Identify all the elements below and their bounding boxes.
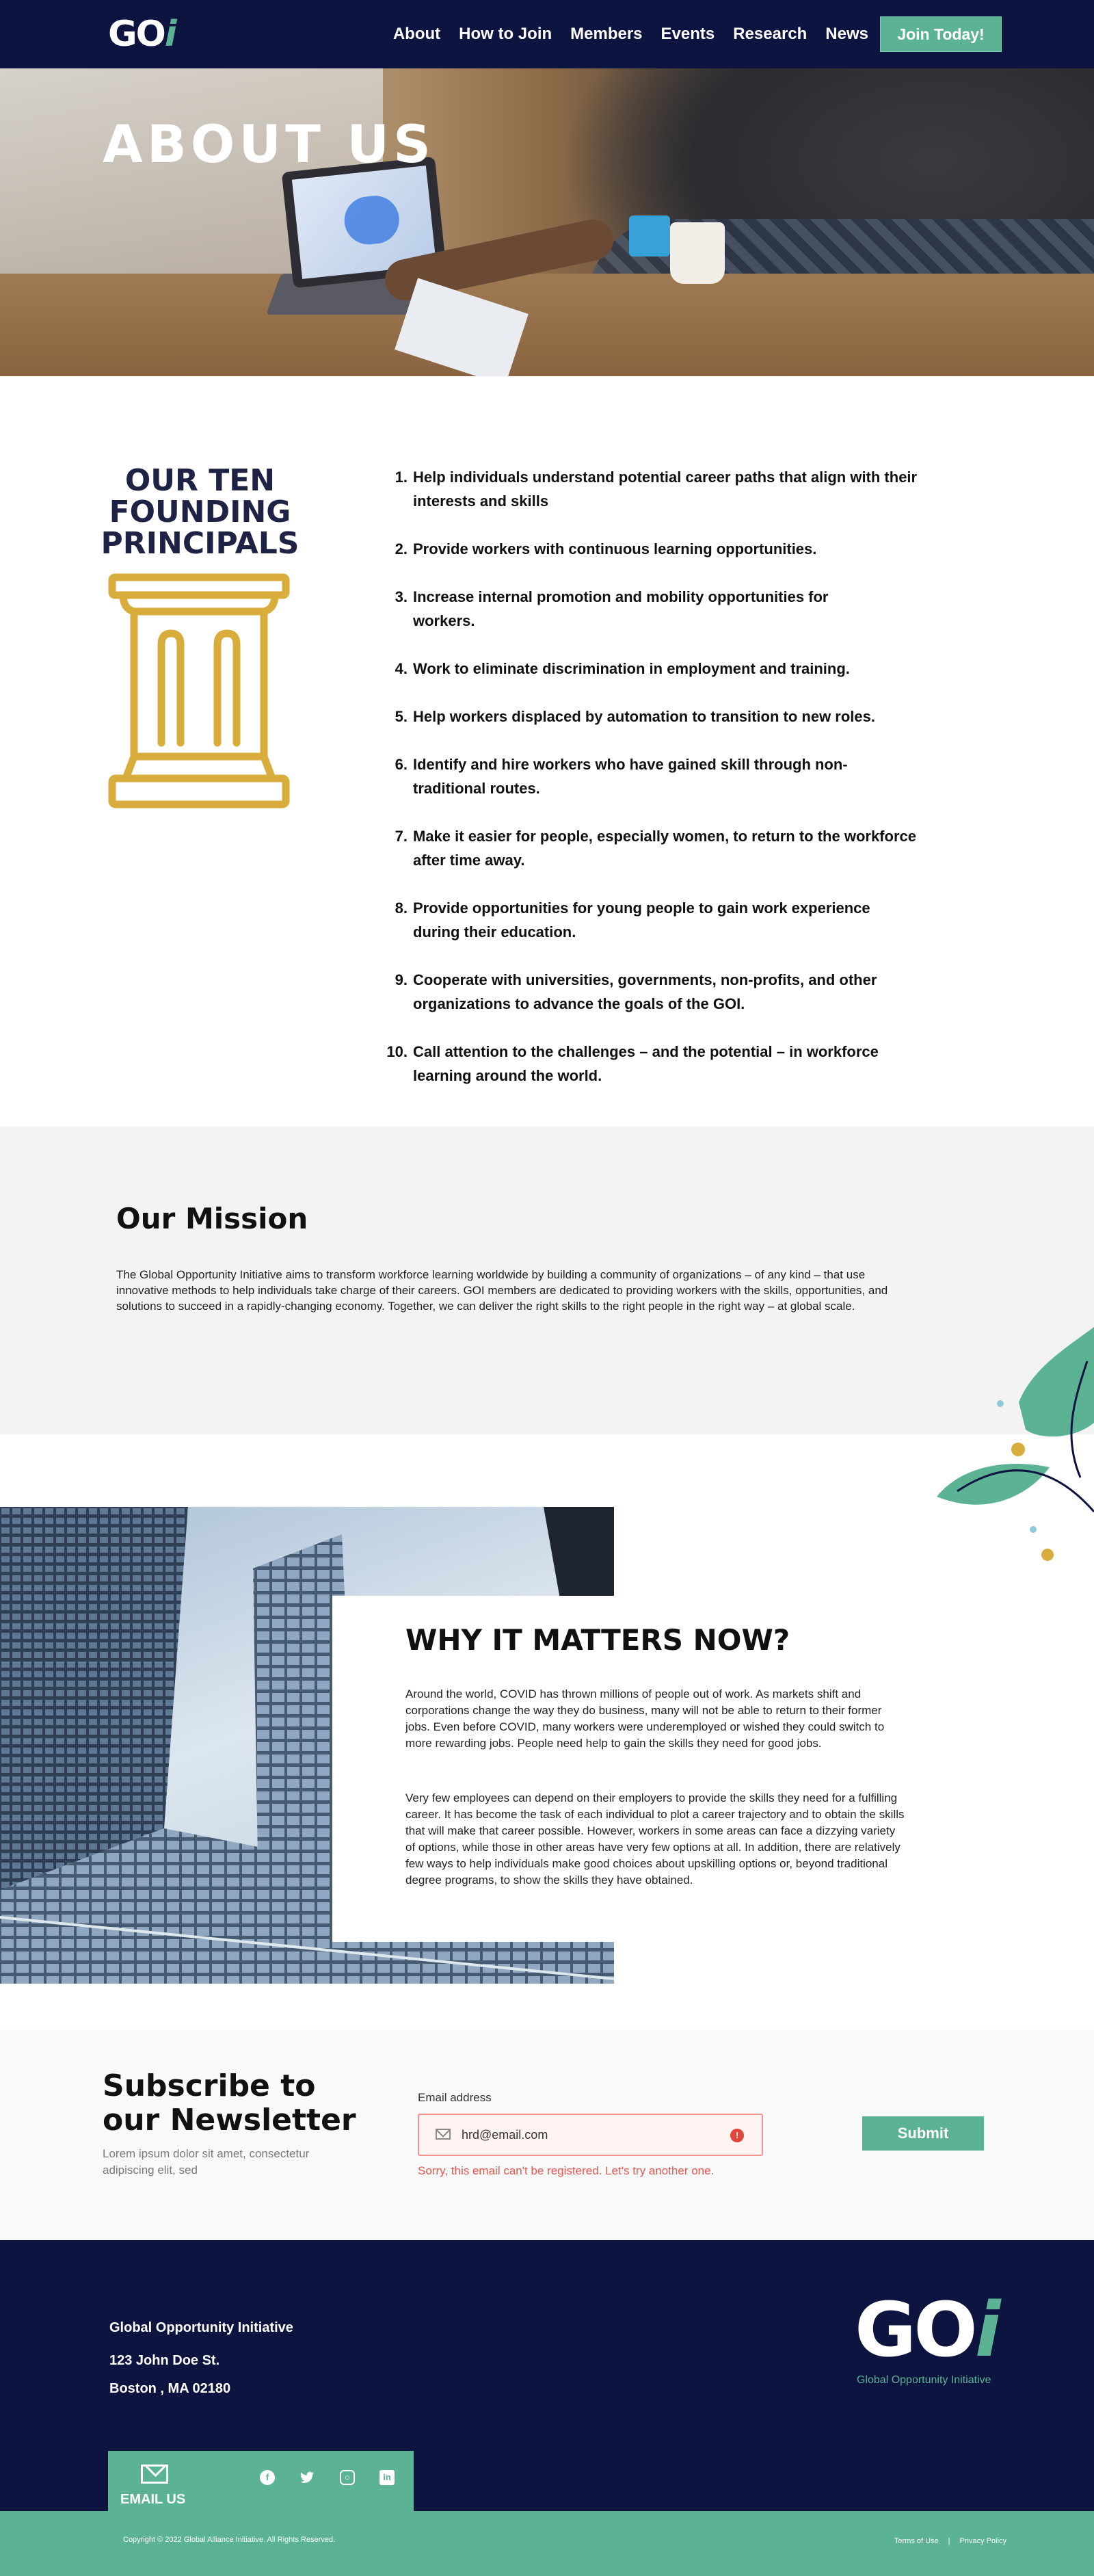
email-field[interactable] xyxy=(418,2114,763,2156)
why-paragraph-2: Very few employees can depend on their employers to provide the skills they need for a fulfilling career. It has become the task of each individual to plot a career trajectory and to obtain the skills that will make that career possible. However, workers in some areas can face a dizzying variety of options, while those in other areas have very few options at all. In addition, there are relatively few ways to help individuals make good choices about upskilling options or, beyond traditional degree programs, to show the skills they have obtained. xyxy=(405,1791,905,1887)
error-icon: ! xyxy=(730,2129,744,2142)
submit-button[interactable]: Submit xyxy=(862,2116,984,2151)
mail-icon xyxy=(436,2129,451,2140)
list-item: 6. Identify and hire workers who have gained skill through non-traditional routes. xyxy=(395,756,848,797)
leaf-decoration xyxy=(930,1320,1094,1566)
bottom-bar xyxy=(0,2511,1094,2576)
nav-link-members[interactable]: Members xyxy=(570,25,643,43)
list-item: 3. Increase internal promotion and mobility opportunities for workers. xyxy=(395,588,829,629)
newsletter-title: Subscribe to our Newsletter xyxy=(103,2068,356,2138)
why-paragraph-1: Around the world, COVID has thrown millions of people out of work. As markets shift and corporations change the way they do business, many will not be able to return to their former jobs. Even before COVID, many workers were underemployed or wished they could switch to more rewarding jobs. People need help to gain the skills they need for good jobs. xyxy=(405,1687,885,1750)
list-item: 8. Provide opportunities for young people to gain work experience during their education. xyxy=(395,899,870,941)
footer-address-line-1: 123 John Doe St. xyxy=(109,2353,220,2368)
nav-link-research[interactable]: Research xyxy=(733,25,808,43)
linkedin-icon[interactable]: in xyxy=(379,2470,395,2485)
list-item: 4. Work to eliminate discrimination in employment and training. xyxy=(395,660,850,677)
email-input[interactable] xyxy=(462,2125,721,2145)
principles-title: OUR TEN FOUNDING PRINCIPALS xyxy=(101,463,299,561)
why-it-matters-card xyxy=(332,1596,1094,1942)
newsletter-subtitle: Lorem ipsum dolor sit amet, consectetur adipiscing elit, sed xyxy=(103,2147,310,2177)
email-us-link[interactable]: EMAIL US xyxy=(120,2492,186,2507)
nav-link-how-to-join[interactable]: How to Join xyxy=(459,25,552,43)
copyright-text: Copyright © 2022 Global Alliance Initiative. All Rights Reserved. xyxy=(123,2536,336,2544)
hero-desk xyxy=(0,274,1094,376)
list-item: 9. Cooperate with universities, governments, non-profits, and other organizations to advance the goals of the GOI. xyxy=(395,971,877,1012)
nav-links xyxy=(393,0,868,68)
nav-link-about[interactable]: About xyxy=(392,25,441,43)
list-item: 7. Make it easier for people, especially women, to return to the workforce after time away. xyxy=(395,828,916,869)
email-label: Email address xyxy=(418,2091,492,2104)
facebook-icon[interactable]: f xyxy=(260,2470,275,2485)
hero-cup xyxy=(670,222,725,284)
footer-tagline: Global Opportunity Initiative xyxy=(857,2374,991,2386)
why-title: WHY IT MATTERS NOW? xyxy=(405,1623,790,1657)
email-us-box xyxy=(108,2451,414,2512)
footer-logo[interactable]: GOi xyxy=(855,2286,998,2374)
instagram-icon[interactable]: ○ xyxy=(340,2470,355,2485)
principles-list xyxy=(383,465,930,1112)
footer-address-line-2: Boston , MA 02180 xyxy=(109,2381,231,2396)
terms-of-use-link[interactable]: Terms of Use xyxy=(894,2537,939,2545)
list-item: 1. Help individuals understand potential career paths that align with their interests and skills xyxy=(395,469,918,510)
footer-org-name: Global Opportunity Initiative xyxy=(109,2320,293,2335)
mission-title: Our Mission xyxy=(116,1202,308,1235)
list-item: 2. Provide workers with continuous learning opportunities. xyxy=(395,540,817,557)
top-nav xyxy=(0,0,1094,68)
list-item: 10. Call attention to the challenges – and the potential – in workforce learning around the world. xyxy=(386,1043,879,1084)
twitter-icon[interactable] xyxy=(299,2470,315,2485)
page-title: ABOUT US xyxy=(103,114,435,174)
pillar-icon xyxy=(108,573,290,809)
mission-body: The Global Opportunity Initiative aims to transform workforce learning worldwide by building a community of organizations – of any kind – that use innovative methods to help individuals take charge of their careers. GOI members are dedicated to providing workers with the skills, opportunities, and solutions to succeed in a rapidly-changing economy. Together, we can deliver the right skills to the right people in the right way – at global scale. xyxy=(116,1268,888,1313)
newsletter-section xyxy=(0,2029,1094,2240)
legal-separator: | xyxy=(948,2537,950,2545)
nav-link-events[interactable]: Events xyxy=(661,25,715,43)
nav-link-news[interactable]: News xyxy=(825,25,868,43)
email-error-message: Sorry, this email can't be registered. Let's try another one. xyxy=(418,2164,715,2177)
list-item: 5. Help workers displaced by automation to transition to new roles. xyxy=(395,708,876,725)
join-today-button[interactable]: Join Today! xyxy=(880,16,1002,52)
site-logo[interactable]: GOi xyxy=(108,14,176,55)
envelope-icon[interactable] xyxy=(141,2465,168,2484)
hero-mug xyxy=(629,215,670,257)
legal-links xyxy=(894,2537,1006,2545)
privacy-policy-link[interactable]: Privacy Policy xyxy=(959,2537,1006,2545)
